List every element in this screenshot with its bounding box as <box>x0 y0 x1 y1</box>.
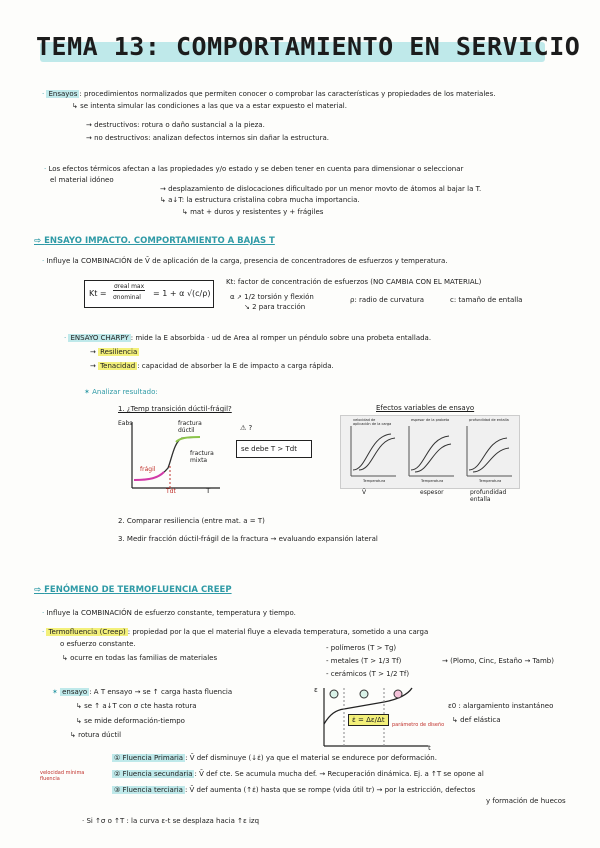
alpha-2-text: 2 para tracción <box>252 303 306 311</box>
tenacidad-text: Tenacidad <box>100 362 136 370</box>
charpy-line: · ENSAYO CHARPY : mide la E absorbida · ud de Area al romper un péndulo sobre una probeta entallada. <box>64 334 432 342</box>
creep-ensayo-2-text: se ↑ a↓T con σ cte hasta rotura <box>84 702 197 710</box>
creep-e-label: ε <box>314 686 318 694</box>
termicos-b1-text: desplazamiento de dislocaciones dificultado por un menor movto de átomos al bajar la T. <box>168 185 482 193</box>
creep-influye: · Influye la COMBINACIÓN de esfuerzo constante, temperatura y tiempo. <box>42 609 296 617</box>
impacto-heading: ⇨ ENSAYO IMPACTO. COMPORTAMIENTO A BAJAS T <box>34 236 275 246</box>
charpy-def: : mide la E absorbida · ud de Area al romper un péndulo sobre una probeta entallada. <box>130 334 432 342</box>
resiliencia-text: Resiliencia <box>100 348 138 356</box>
ensayos-sub: ↳ se intenta simular las condiciones a las que va a estar expuesto el material. <box>72 102 347 110</box>
creep-t-label: t <box>428 744 431 752</box>
creep-ensayo-line: ✶ ensayo : A T ensayo → se ↑ carga hasta fluencia <box>52 688 233 696</box>
ensayos-sub-text: se intenta simular las condiciones a las que va a estar expuesto el material. <box>80 102 347 110</box>
charpy-label: ENSAYO CHARPY <box>70 334 129 342</box>
ensayos-def: procedimientos normalizados que permiten conocer o comprobar las características y propiedades de los materiales. <box>83 90 496 98</box>
efectos-prof: profundidad entalla <box>470 489 507 503</box>
analizar-text: Analizar resultado: <box>92 388 158 396</box>
tdt-label: Tdt <box>166 488 176 495</box>
creep-ensayo-4-text: rotura dúctil <box>78 731 122 739</box>
fragil-segment <box>134 472 164 480</box>
graph-x-label: T <box>206 487 211 495</box>
page-title: TEMA 13: COMPORTAMIENTO EN SERVICIO <box>36 32 581 61</box>
formula-right: = 1 + α √(c/ρ) <box>153 289 211 298</box>
creep-ensayo-3: ↳ se mide deformación-tiempo <box>76 717 185 725</box>
q2: 2. Comparar resiliencia (entre mat. a = T) <box>118 517 265 525</box>
p2-label: espesor de la probeta <box>411 418 450 422</box>
creep-ensayo-2: ↳ se ↑ a↓T con σ cte hasta rotura <box>76 702 197 710</box>
creep-def-elastica: ↳ def elástica <box>452 716 501 724</box>
impacto-influye-text: Influye la COMBINACIÓN de V̄ de aplicación de la carga, presencia de concentradores de esfuerzos y temperatura. <box>46 257 448 265</box>
tenacidad: → Tenacidad : capacidad de absorber la E de impacto a carga rápida. <box>90 362 334 370</box>
fragil-label: frágil <box>140 466 156 473</box>
creep-ocurre-text: ocurre en todas las familias de materiales <box>70 654 218 662</box>
stage-1-marker <box>330 690 338 698</box>
formula-den: σnominal <box>113 294 141 301</box>
axis-temp-2: Temperatura <box>421 479 444 483</box>
stage-3-marker <box>394 690 402 698</box>
alpha-desc: α ↗ 1/2 torsión y flexión <box>230 293 314 301</box>
efectos-panel <box>340 415 520 489</box>
fluencia-1-text: : V̄ def disminuye (↓ε̇) ya que el material se endurece por deformación. <box>185 754 437 762</box>
fluencia-1-label: ① Fluencia Primaria <box>114 754 184 762</box>
graph-y-label: Eabs <box>118 420 133 427</box>
ensayos-label: Ensayos <box>48 90 78 98</box>
alpha-1: 1/2 torsión y flexión <box>244 293 314 301</box>
termicos-b2: ↳ a↓T: la estructura cristalina cobra mucha importancia. <box>160 196 360 204</box>
creep-influye-text: Influye la COMBINACIÓN de esfuerzo constante, temperatura y tiempo. <box>46 609 296 617</box>
creep-ejemplos-text: (Plomo, Cinc, Estaño → Tamb) <box>450 657 554 665</box>
creep-ensayo-3-text: se mide deformación-tiempo <box>84 717 185 725</box>
creep-def: · Termofluencia (Creep) : propiedad por la que el material fluye a elevada temperatura, sometido a una carga <box>42 628 429 636</box>
ductil-segment <box>176 437 200 442</box>
fluencia-1 <box>112 754 437 763</box>
fluencia-3 <box>112 786 475 795</box>
q1: 1. ¿Temp transición dúctil-frágil? <box>118 405 232 413</box>
creep-ejemplos: → (Plomo, Cinc, Estaño → Tamb) <box>442 657 554 665</box>
creep-def-label: Termofluencia (Creep) <box>48 628 126 636</box>
termicos-b1: → desplazamiento de dislocaciones dificultado por un menor movto de átomos al bajar la T. <box>160 185 482 193</box>
no-destructivos-text: no destructivos: analizan defectos internos sin dañar la estructura. <box>94 134 329 142</box>
fluencia-2 <box>112 770 484 779</box>
efectos-plot-1 <box>351 426 396 476</box>
c-desc: c: tamaño de entalla <box>450 296 523 304</box>
termicos-b2-text: a↓T: la estructura cristalina cobra mucha importancia. <box>168 196 360 204</box>
creep-ensayo-label: ensayo <box>62 688 88 696</box>
creep-heading-text: FENÓMENO DE TERMOFLUENCIA CREEP <box>44 585 232 595</box>
fractura-ductil: fractura dúctil <box>178 420 202 434</box>
p3-label: profundidad de entalla <box>469 418 509 422</box>
se-debe-box <box>236 440 312 458</box>
creep-def-elastica-text: def elástica <box>460 716 501 724</box>
termicos-b3-text: mat + duros y resistentes y + frágiles <box>190 208 324 216</box>
creep-def-text: : propiedad por la que el material fluye a elevada temperatura, sometido a una carga <box>127 628 429 636</box>
efectos-plot-2 <box>409 426 454 476</box>
termicos-text1: Los efectos térmicos afectan a las propiedades y/o estado y se deben tener en cuenta para dimensionar o seleccionar <box>48 165 464 173</box>
creep-esfuerzo: o esfuerzo constante. <box>60 640 136 648</box>
p1-label: velocidad de aplicación de la carga <box>353 418 392 426</box>
fluencia-3-text: : V̄ def aumenta (↑ε̇) hasta que se rompe (vida útil tr) → por la estricción, defectos <box>184 786 476 794</box>
ensayos-line: · Ensayos : procedimientos normalizados que permiten conocer o comprobar las características y propiedades de los materiales. <box>42 90 496 98</box>
eps-rate-box: ε̇ = Δε/Δt <box>348 714 389 726</box>
termicos-b3: ↳ mat + duros y resistentes y + frágiles <box>182 208 324 216</box>
fluencia-3b: y formación de huecos <box>486 797 566 805</box>
creep-ocurre: ↳ ocurre en todas las familias de materiales <box>62 654 218 662</box>
efectos-espesor: espesor <box>420 489 444 496</box>
analizar: ✶ Analizar resultado: <box>84 388 158 396</box>
veloc-min: velocidad mínima fluencia <box>40 770 85 782</box>
warn-icon: ⚠ ? <box>240 424 253 432</box>
destructivos: → destructivos: rotura o daño sustancial a la pieza. <box>86 121 265 129</box>
fractura-mixta: fractura mixta <box>190 450 214 464</box>
axis-temp-1: Temperatura <box>363 479 386 483</box>
creep-heading: ⇨ FENÓMENO DE TERMOFLUENCIA CREEP <box>34 585 232 595</box>
efectos-title: Efectos variables de ensayo <box>376 404 475 412</box>
creep-metales: - metales (T > 1/3 Tf) <box>326 657 402 665</box>
fluencia-3-label: ③ Fluencia terciaria <box>114 786 183 794</box>
tenacidad-def: : capacidad de absorber la E de impacto a carga rápida. <box>137 362 334 370</box>
creep-ceramicos: - cerámicos (T > 1/2 Tf) <box>326 670 410 678</box>
stage-2-marker <box>360 690 368 698</box>
efectos-plot-3 <box>467 426 512 476</box>
creep-ensayo-4: ↳ rotura dúctil <box>70 731 122 739</box>
axis-temp-3: Temperatura <box>479 479 502 483</box>
kt-formula-box <box>84 280 214 308</box>
formula-left: Kt = <box>89 289 107 298</box>
creep-polimeros: - polímeros (T > Tg) <box>326 644 397 652</box>
resiliencia: → Resiliencia <box>90 348 138 356</box>
alpha-2: ↘ 2 para tracción <box>244 303 306 311</box>
efectos-v: V̄ <box>362 489 367 496</box>
creep-e0: ε0 : alargamiento instantáneo <box>448 702 554 710</box>
efectos-plots <box>341 416 519 488</box>
impacto-influye: · Influye la COMBINACIÓN de V̄ de aplicación de la carga, presencia de concentradores de esfuerzos y temperatura. <box>42 257 448 265</box>
impacto-heading-text: ENSAYO IMPACTO. COMPORTAMIENTO A BAJAS T <box>44 236 275 246</box>
formula-num: σreal max <box>114 283 145 290</box>
no-destructivos: → no destructivos: analizan defectos internos sin dañar la estructura. <box>86 134 329 142</box>
termicos-line1: · Los efectos térmicos afectan a las propiedades y/o estado y se deben tener en cuenta para dimensionar o seleccionar <box>44 165 464 173</box>
fluencia-2-label: ② Fluencia secundaria <box>114 770 193 778</box>
fluencia-2-text: : V̄ def cte. Se acumula mucha def. → Recuperación dinámica. Ej. a ↑T se opone al <box>194 770 484 778</box>
kt-desc: Kt: factor de concentración de esfuerzos (NO CAMBIA CON EL MATERIAL) <box>226 278 482 286</box>
creep-final: · Si ↑σ o ↑T : la curva ε-t se desplaza hacia ↑ε izq <box>82 817 260 825</box>
creep-ensayo-1: : A T ensayo → se ↑ carga hasta fluencia <box>89 688 233 696</box>
punto-diseno: parámetro de diseño <box>392 722 445 728</box>
bullet: · <box>42 90 45 98</box>
q3: 3. Medir fracción dúctil-frágil de la fractura → evaluando expansión lateral <box>118 535 378 543</box>
rho-desc: ρ: radio de curvatura <box>350 296 425 304</box>
termicos-line2: el material idóneo <box>50 176 114 184</box>
destructivos-text: destructivos: rotura o daño sustancial a la pieza. <box>94 121 265 129</box>
se-debe: se debe T > Tdt <box>241 445 297 453</box>
